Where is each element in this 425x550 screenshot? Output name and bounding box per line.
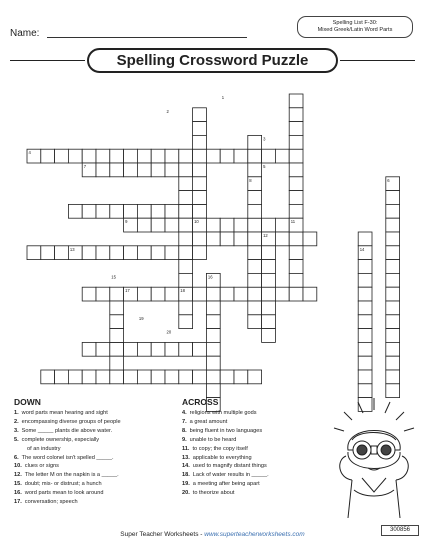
grid-cell[interactable]	[289, 287, 303, 301]
clue-number: 7.	[182, 418, 187, 425]
grid-cell[interactable]	[386, 260, 400, 274]
grid-number: 10	[194, 219, 199, 225]
clue-item	[14, 454, 114, 462]
grid-cell[interactable]	[275, 149, 289, 163]
clue-item	[14, 462, 59, 470]
clue-item	[14, 427, 112, 435]
clue-number: 19.	[182, 481, 190, 488]
grid-cell[interactable]	[358, 329, 372, 343]
grid-cell[interactable]	[165, 246, 179, 260]
grid-cell[interactable]	[206, 342, 220, 356]
grid-cell[interactable]	[137, 246, 151, 260]
grid-cell[interactable]	[234, 370, 248, 384]
grid-cell[interactable]	[386, 370, 400, 384]
grid-cell[interactable]	[82, 342, 96, 356]
grid-cell[interactable]	[96, 370, 110, 384]
grid-cell[interactable]	[179, 370, 193, 384]
grid-cell[interactable]	[275, 287, 289, 301]
grid-cell[interactable]	[179, 218, 193, 232]
grid-number: 11	[290, 219, 296, 225]
clue-number: 1.	[14, 410, 19, 416]
clue-item	[182, 480, 260, 488]
grid-cell[interactable]	[220, 218, 234, 232]
grid-cell[interactable]	[82, 287, 96, 301]
grid-cell[interactable]	[248, 204, 262, 218]
grid-cell[interactable]	[151, 287, 165, 301]
grid-cell[interactable]	[206, 301, 220, 315]
grid-cell[interactable]	[82, 246, 96, 260]
grid-cell[interactable]	[82, 204, 96, 218]
grid-cell[interactable]	[55, 246, 69, 260]
grid-cell[interactable]	[124, 370, 138, 384]
grid-cell[interactable]	[179, 149, 193, 163]
clue-item	[14, 489, 103, 497]
grid-cell[interactable]	[303, 232, 317, 246]
spelling-list-line1: Spelling List F-30:	[332, 20, 378, 26]
clue-item	[182, 454, 252, 462]
grid-cell[interactable]	[193, 370, 207, 384]
grid-cell[interactable]	[96, 246, 110, 260]
clue-item	[182, 418, 227, 426]
grid-cell[interactable]	[386, 218, 400, 232]
grid-cell[interactable]	[179, 273, 193, 287]
clue-item	[14, 418, 121, 426]
clue-text: Lack of water results in _____.	[192, 472, 269, 479]
grid-cell[interactable]	[193, 163, 207, 177]
grid-number: 17	[125, 288, 130, 294]
grid-cell[interactable]	[179, 163, 193, 177]
grid-cell[interactable]	[55, 149, 69, 163]
grid-number: 3	[263, 136, 266, 142]
grid-cell[interactable]	[110, 329, 124, 343]
grid-cell[interactable]	[179, 232, 193, 246]
grid-cell[interactable]	[151, 342, 165, 356]
grid-cell[interactable]	[124, 163, 138, 177]
grid-cell[interactable]	[82, 370, 96, 384]
grid-cell[interactable]	[262, 287, 276, 301]
clue-item	[14, 436, 99, 444]
grid-cell[interactable]	[289, 108, 303, 122]
worksheet-code: 300856	[381, 525, 419, 536]
grid-cell[interactable]	[289, 273, 303, 287]
grid-cell[interactable]	[386, 356, 400, 370]
grid-cell[interactable]	[248, 135, 262, 149]
grid-cell[interactable]	[262, 273, 276, 287]
grid-number: 13	[69, 246, 75, 252]
grid-cell[interactable]	[165, 287, 179, 301]
grid-cell[interactable]	[110, 246, 124, 260]
footer-url[interactable]: www.superteacherworksheets.com	[204, 531, 305, 538]
clue-text: encompassing diverse groups of people	[21, 418, 121, 425]
grid-cell[interactable]	[220, 287, 234, 301]
grid-cell[interactable]	[27, 246, 41, 260]
grid-cell[interactable]	[96, 149, 110, 163]
grid-cell[interactable]	[41, 246, 55, 260]
grid-cell[interactable]	[165, 342, 179, 356]
clue-text: a great amount	[189, 418, 228, 425]
grid-cell[interactable]	[220, 149, 234, 163]
footer-text	[0, 531, 425, 538]
grid-cell[interactable]	[289, 135, 303, 149]
clue-text: of an industry	[27, 445, 61, 452]
grid-cell[interactable]	[358, 356, 372, 370]
grid-cell[interactable]	[41, 149, 55, 163]
grid-cell[interactable]	[248, 246, 262, 260]
grid-cell[interactable]	[179, 191, 193, 205]
grid-cell[interactable]	[165, 204, 179, 218]
grid-cell[interactable]	[206, 149, 220, 163]
grid-cell[interactable]	[124, 246, 138, 260]
grid-cell[interactable]	[358, 342, 372, 356]
grid-cell[interactable]	[193, 108, 207, 122]
clue-number: 15.	[14, 481, 22, 488]
clue-text: clues or signs	[24, 463, 59, 470]
grid-number: 20	[166, 329, 172, 335]
grid-cell[interactable]	[124, 149, 138, 163]
grid-cell[interactable]	[248, 315, 262, 329]
grid-cell[interactable]	[386, 315, 400, 329]
clue-item	[182, 409, 257, 417]
kid-with-binoculars-illustration	[328, 394, 420, 521]
grid-number: 18	[180, 288, 185, 294]
grid-cell[interactable]	[248, 273, 262, 287]
grid-cell[interactable]	[179, 204, 193, 218]
grid-cell[interactable]	[193, 177, 207, 191]
grid-cell[interactable]	[206, 370, 220, 384]
grid-cell[interactable]	[358, 301, 372, 315]
grid-cell[interactable]	[179, 246, 193, 260]
grid-cell[interactable]	[137, 163, 151, 177]
clue-text: Some _____ plants die above water.	[21, 427, 113, 434]
clue-text: word parts mean to look around	[24, 490, 104, 497]
grid-cell[interactable]	[55, 370, 69, 384]
grid-cell[interactable]	[96, 342, 110, 356]
grid-cell[interactable]	[193, 191, 207, 205]
grid-cell[interactable]	[165, 149, 179, 163]
grid-number: 8	[249, 177, 252, 183]
grid-cell[interactable]	[68, 149, 82, 163]
grid-cell[interactable]	[248, 287, 262, 301]
footer-brand: Super Teacher Worksheets -	[120, 531, 205, 538]
grid-cell[interactable]	[68, 204, 82, 218]
grid-cell[interactable]	[262, 329, 276, 343]
grid-cell[interactable]	[193, 204, 207, 218]
clue-text: used to magnify distant things	[192, 463, 267, 470]
grid-cell[interactable]	[358, 232, 372, 246]
grid-cell[interactable]	[96, 204, 110, 218]
clue-number: 4.	[182, 410, 187, 416]
across-heading: ACROSS	[182, 397, 219, 407]
grid-cell[interactable]	[82, 149, 96, 163]
grid-cell[interactable]	[151, 204, 165, 218]
grid-cell[interactable]	[262, 149, 276, 163]
grid-cell[interactable]	[234, 287, 248, 301]
grid-cell[interactable]	[179, 301, 193, 315]
grid-number: 9	[125, 219, 128, 225]
grid-cell[interactable]	[110, 342, 124, 356]
grid-cell[interactable]	[137, 149, 151, 163]
grid-cell[interactable]	[248, 149, 262, 163]
grid-cell[interactable]	[248, 218, 262, 232]
clue-number: 17.	[14, 499, 22, 505]
grid-number: 7	[83, 164, 87, 169]
clue-text: complete ownership, especially	[21, 436, 100, 443]
grid-cell[interactable]	[358, 315, 372, 329]
grid-number: 14	[359, 246, 365, 252]
grid-number: 2	[166, 108, 169, 114]
grid-cell[interactable]	[206, 356, 220, 370]
grid-cell[interactable]	[137, 342, 151, 356]
grid-cell[interactable]	[248, 191, 262, 205]
clue-text: being fluent in two languages	[189, 427, 263, 434]
grid-cell[interactable]	[137, 287, 151, 301]
grid-cell[interactable]	[303, 287, 317, 301]
clue-number: 13.	[182, 454, 190, 461]
grid-cell[interactable]	[165, 218, 179, 232]
grid-cell[interactable]	[289, 94, 303, 108]
clue-number: 3.	[14, 427, 19, 434]
grid-cell[interactable]	[358, 370, 372, 384]
grid-cell[interactable]	[193, 246, 207, 260]
clue-item	[182, 436, 236, 444]
clue-item	[14, 480, 102, 488]
grid-cell[interactable]	[289, 122, 303, 136]
grid-cell[interactable]	[179, 342, 193, 356]
clue-number: 5.	[14, 436, 19, 443]
grid-cell[interactable]	[262, 246, 276, 260]
grid-cell[interactable]	[386, 301, 400, 315]
grid-cell[interactable]	[179, 177, 193, 191]
clue-text: unable to be heard	[189, 436, 237, 443]
grid-cell[interactable]	[289, 177, 303, 191]
grid-cell[interactable]	[248, 370, 262, 384]
grid-cell[interactable]	[151, 370, 165, 384]
grid-cell[interactable]	[358, 260, 372, 274]
grid-cell[interactable]	[289, 232, 303, 246]
grid-number: 16	[207, 274, 213, 280]
grid-cell[interactable]	[275, 232, 289, 246]
grid-cell[interactable]	[206, 329, 220, 343]
grid-cell[interactable]	[151, 218, 165, 232]
clue-item	[182, 445, 248, 453]
grid-cell[interactable]	[206, 315, 220, 329]
grid-cell[interactable]	[193, 122, 207, 136]
grid-cell[interactable]	[179, 315, 193, 329]
clue-item	[182, 489, 234, 497]
grid-cell[interactable]	[262, 301, 276, 315]
grid-cell[interactable]	[151, 246, 165, 260]
clue-text: The letter M on the napkin is a _____.	[24, 472, 119, 479]
grid-cell[interactable]	[110, 204, 124, 218]
grid-cell[interactable]	[234, 149, 248, 163]
clue-item	[182, 462, 267, 470]
grid-cell[interactable]	[220, 370, 234, 384]
grid-cell[interactable]	[165, 370, 179, 384]
grid-cell[interactable]	[179, 260, 193, 274]
clue-item	[14, 471, 119, 479]
clue-text: doubt; mis- or distrust; a hunch	[24, 481, 102, 488]
clue-number: 6.	[14, 454, 19, 461]
grid-cell[interactable]	[110, 301, 124, 315]
grid-cell[interactable]	[110, 287, 124, 301]
clue-number: 18.	[182, 472, 190, 479]
grid-number: 15	[111, 274, 116, 280]
clue-number: 11.	[182, 445, 190, 452]
grid-cell[interactable]	[206, 384, 220, 398]
grid-number: 4	[28, 150, 31, 156]
clue-text: to theorize about	[192, 490, 235, 497]
grid-cell[interactable]	[96, 287, 110, 301]
grid-cell[interactable]	[137, 204, 151, 218]
clue-item	[182, 471, 269, 479]
grid-cell[interactable]	[110, 315, 124, 329]
clue-item	[14, 445, 61, 453]
grid-cell[interactable]	[289, 204, 303, 218]
grid-cell[interactable]	[206, 232, 220, 246]
clue-text: applicable to everything	[192, 454, 252, 461]
grid-cell[interactable]	[262, 315, 276, 329]
clue-item	[182, 427, 262, 435]
grid-cell[interactable]	[193, 232, 207, 246]
spelling-list-line2: Mixed Greek/Latin Word Parts	[317, 27, 393, 33]
clue-number: 14.	[182, 463, 190, 470]
clue-number: 10.	[14, 463, 22, 470]
clue-number: 20.	[182, 490, 190, 497]
clue-item	[14, 498, 78, 506]
grid-cell[interactable]	[193, 287, 207, 301]
grid-cell[interactable]	[289, 149, 303, 163]
grid-cell[interactable]	[262, 218, 276, 232]
grid-cell[interactable]	[96, 163, 110, 177]
grid-cell[interactable]	[386, 329, 400, 343]
grid-cell[interactable]	[289, 246, 303, 260]
grid-cell[interactable]	[386, 232, 400, 246]
grid-cell[interactable]	[248, 260, 262, 274]
grid-cell[interactable]	[386, 204, 400, 218]
clue-number: 2.	[14, 418, 19, 425]
grid-cell[interactable]	[110, 149, 124, 163]
clue-number: 8.	[182, 427, 187, 434]
grid-cell[interactable]	[137, 370, 151, 384]
grid-number: 12	[263, 233, 268, 238]
grid-cell[interactable]	[386, 342, 400, 356]
page-title: Spelling Crossword Puzzle	[87, 48, 338, 73]
grid-cell[interactable]	[110, 163, 124, 177]
grid-cell[interactable]	[262, 260, 276, 274]
clue-text: to copy; the copy itself	[192, 445, 248, 452]
grid-cell[interactable]	[358, 273, 372, 287]
clue-number: 16.	[14, 490, 22, 497]
grid-number: 5	[263, 164, 266, 169]
grid-cell[interactable]	[193, 149, 207, 163]
grid-cell[interactable]	[248, 301, 262, 315]
grid-cell[interactable]	[386, 246, 400, 260]
grid-cell[interactable]	[193, 135, 207, 149]
grid-cell[interactable]	[151, 163, 165, 177]
grid-cell[interactable]	[110, 356, 124, 370]
grid-cell[interactable]	[193, 342, 207, 356]
name-label: Name:	[10, 28, 40, 39]
grid-cell[interactable]	[206, 218, 220, 232]
clue-text: a meeting after being apart	[192, 481, 260, 488]
grid-cell[interactable]	[275, 218, 289, 232]
grid-cell[interactable]	[234, 232, 248, 246]
grid-cell[interactable]	[110, 370, 124, 384]
grid-cell[interactable]	[124, 204, 138, 218]
grid-cell[interactable]	[234, 218, 248, 232]
grid-cell[interactable]	[386, 191, 400, 205]
grid-cell[interactable]	[151, 149, 165, 163]
clue-item	[14, 409, 108, 417]
grid-cell[interactable]	[248, 232, 262, 246]
grid-cell[interactable]	[41, 370, 55, 384]
grid-cell[interactable]	[165, 163, 179, 177]
grid-cell[interactable]	[358, 287, 372, 301]
grid-cell[interactable]	[137, 218, 151, 232]
grid-cell[interactable]	[289, 260, 303, 274]
clue-number: 9.	[182, 436, 187, 443]
clue-text: word parts mean hearing and sight	[21, 410, 108, 416]
grid-cell[interactable]	[386, 287, 400, 301]
grid-cell[interactable]	[248, 163, 262, 177]
grid-number: 19	[138, 315, 144, 321]
grid-cell[interactable]	[206, 287, 220, 301]
grid-cell[interactable]	[289, 191, 303, 205]
down-heading: DOWN	[14, 397, 41, 407]
grid-number: 6	[387, 177, 390, 183]
grid-cell[interactable]	[68, 370, 82, 384]
grid-cell[interactable]	[289, 163, 303, 177]
grid-cell[interactable]	[220, 232, 234, 246]
clue-number: 12.	[14, 472, 22, 479]
grid-cell[interactable]	[124, 342, 138, 356]
grid-cell[interactable]	[386, 273, 400, 287]
clue-text: religions with multiple gods	[189, 410, 257, 416]
clue-text: The word colonel isn't spelled _____.	[21, 454, 114, 461]
clue-text: conversation; speech	[24, 499, 78, 505]
grid-number: 1	[221, 95, 225, 100]
